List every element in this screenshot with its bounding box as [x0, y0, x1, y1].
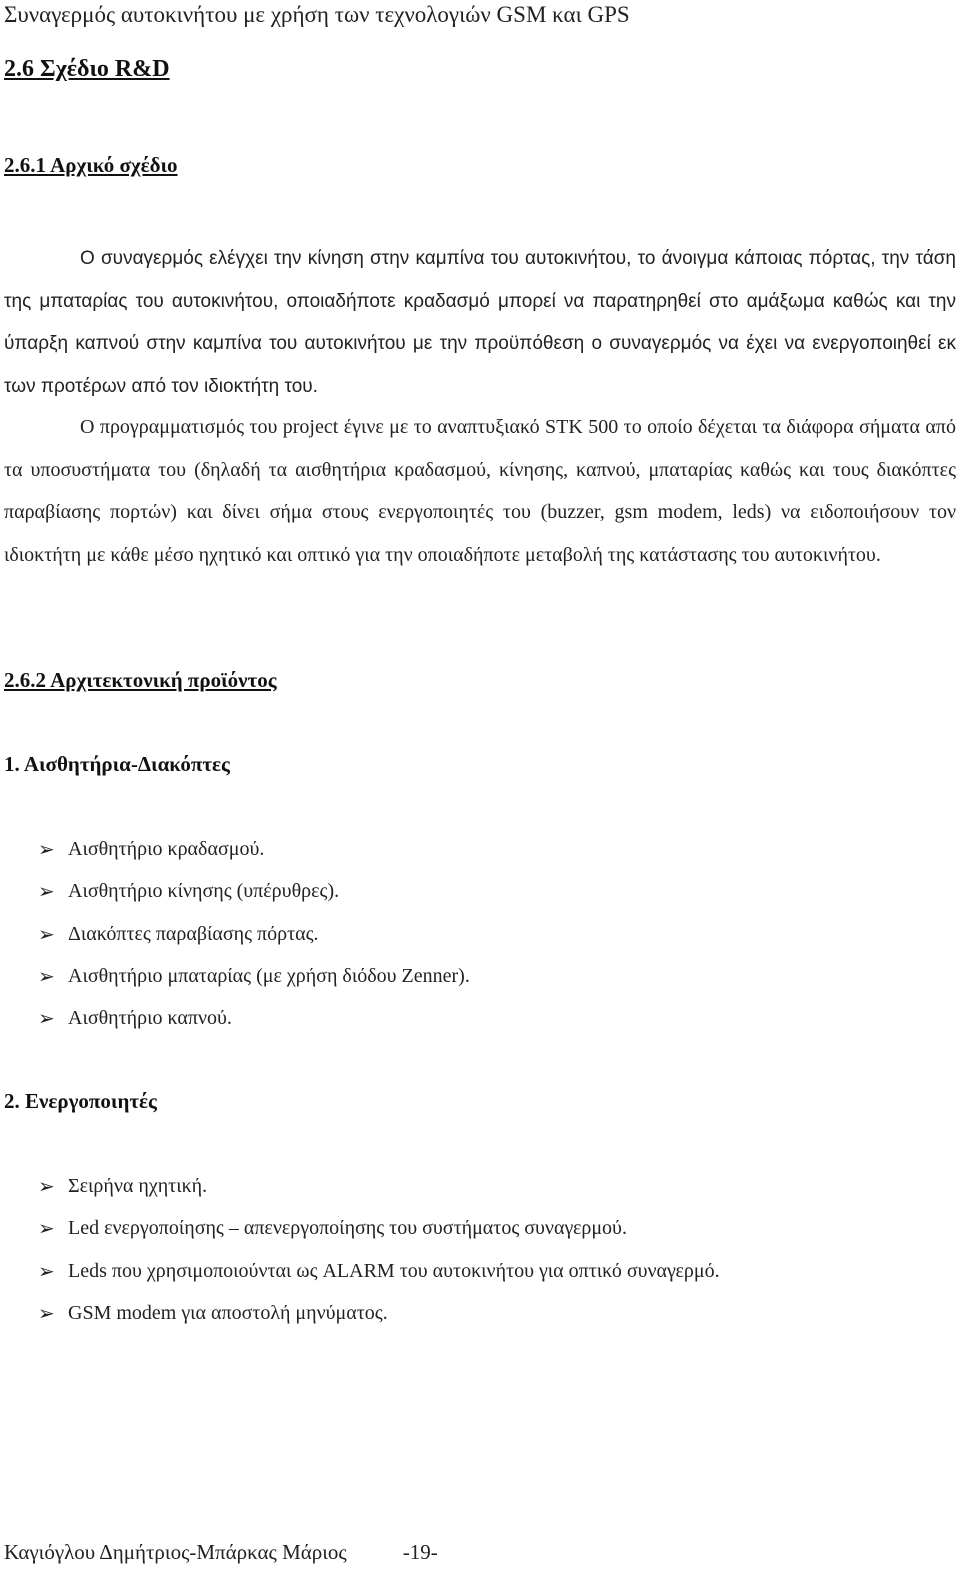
subsection-title-architecture: 2.6.2 Αρχιτεκτονική προϊόντος — [4, 668, 277, 692]
arrow-bullet-icon: ➢ — [38, 1301, 55, 1326]
page-footer — [4, 1540, 438, 1565]
page-number: -19- — [402, 1540, 438, 1564]
list-item: ➢ Αισθητήριο καπνού. — [38, 1006, 232, 1031]
sensors-list — [0, 828, 470, 1039]
list-heading-actuators: 2. Ενεργοποιητές — [4, 1089, 157, 1113]
list-item: ➢ Αισθητήριο κίνησης (υπέρυθρες). — [38, 879, 340, 904]
running-header: Συναγερμός αυτοκινήτου με χρήση των τεχνολογιών GSM και GPS — [4, 2, 630, 27]
arrow-bullet-icon: ➢ — [38, 921, 55, 946]
list-item: ➢ Αισθητήριο κραδασμού. — [38, 837, 265, 862]
subsection-title-initial-design: 2.6.1 Αρχικό σχέδιο — [4, 153, 178, 177]
list-item: ➢ GSM modem για αποστολή μηνύματος. — [38, 1301, 388, 1326]
arrow-bullet-icon: ➢ — [38, 964, 55, 989]
footer-authors: Καγιόγλου Δημήτριος-Μπάρκας Μάριος — [4, 1540, 347, 1564]
arrow-bullet-icon: ➢ — [38, 837, 55, 862]
list-item: ➢ Διακόπτες παραβίασης πόρτας. — [38, 921, 319, 946]
paragraph-programming: Ο προγραμματισμός του project έγινε με το αναπτυξιακό STK 500 το οποίο δέχεται τα διάφορα σήματα από τα υποσυστήματα του (δηλαδή τα αισθητήρια κραδασμού, κίνησης, καπνού, μπαταρίας καθώς και τους διακόπτες παραβίασης πορτών) και δίνει σήμα στους ενεργοποιητές του (buzzer, gsm modem, leds) να ειδοποιήσουν τον ιδιοκτήτη με κάθε μέσο ηχητικό και οπτικό για την οποιαδήποτε μεταβολή της κατάστασης του αυτοκινήτου. — [4, 416, 956, 566]
arrow-bullet-icon: ➢ — [38, 1174, 55, 1199]
arrow-bullet-icon: ➢ — [38, 1216, 55, 1241]
arrow-bullet-icon: ➢ — [38, 879, 55, 904]
list-item: ➢ Αισθητήριο μπαταρίας (με χρήση διόδου Zenner). — [38, 964, 470, 989]
list-item: ➢ Leds που χρησιμοποιούνται ως ALARM του αυτοκινήτου για οπτικό συναγερμό. — [38, 1258, 720, 1283]
actuators-list — [0, 1165, 720, 1334]
arrow-bullet-icon: ➢ — [38, 1258, 55, 1283]
section-title: 2.6 Σχέδιο R&D — [4, 56, 170, 82]
arrow-bullet-icon: ➢ — [38, 1006, 55, 1031]
list-item: ➢ Σειρήνα ηχητική. — [38, 1174, 208, 1199]
paragraph-alarm-functions: Ο συναγερμός ελέγχει την κίνηση στην καμπίνα του αυτοκινήτου, το άνοιγμα κάποιας πόρτας, την τάση της μπαταρίας του αυτοκινήτου, οποιαδήποτε κραδασμό μπορεί να παρατηρηθεί στο αμάξωμα καθώς και την ύπαρξη καπνού στην καμπίνα του αυτοκινήτου με την προϋπόθεση ο συναγερμός να έχει να ενεργοποιηθεί εκ των προτέρων από τον ιδιοκτήτη του. — [4, 248, 956, 397]
list-item: ➢ Led ενεργοποίησης – απενεργοποίησης του συστήματος συναγερμού. — [38, 1216, 627, 1241]
list-heading-sensors: 1. Αισθητήρια-Διακόπτες — [4, 752, 230, 776]
